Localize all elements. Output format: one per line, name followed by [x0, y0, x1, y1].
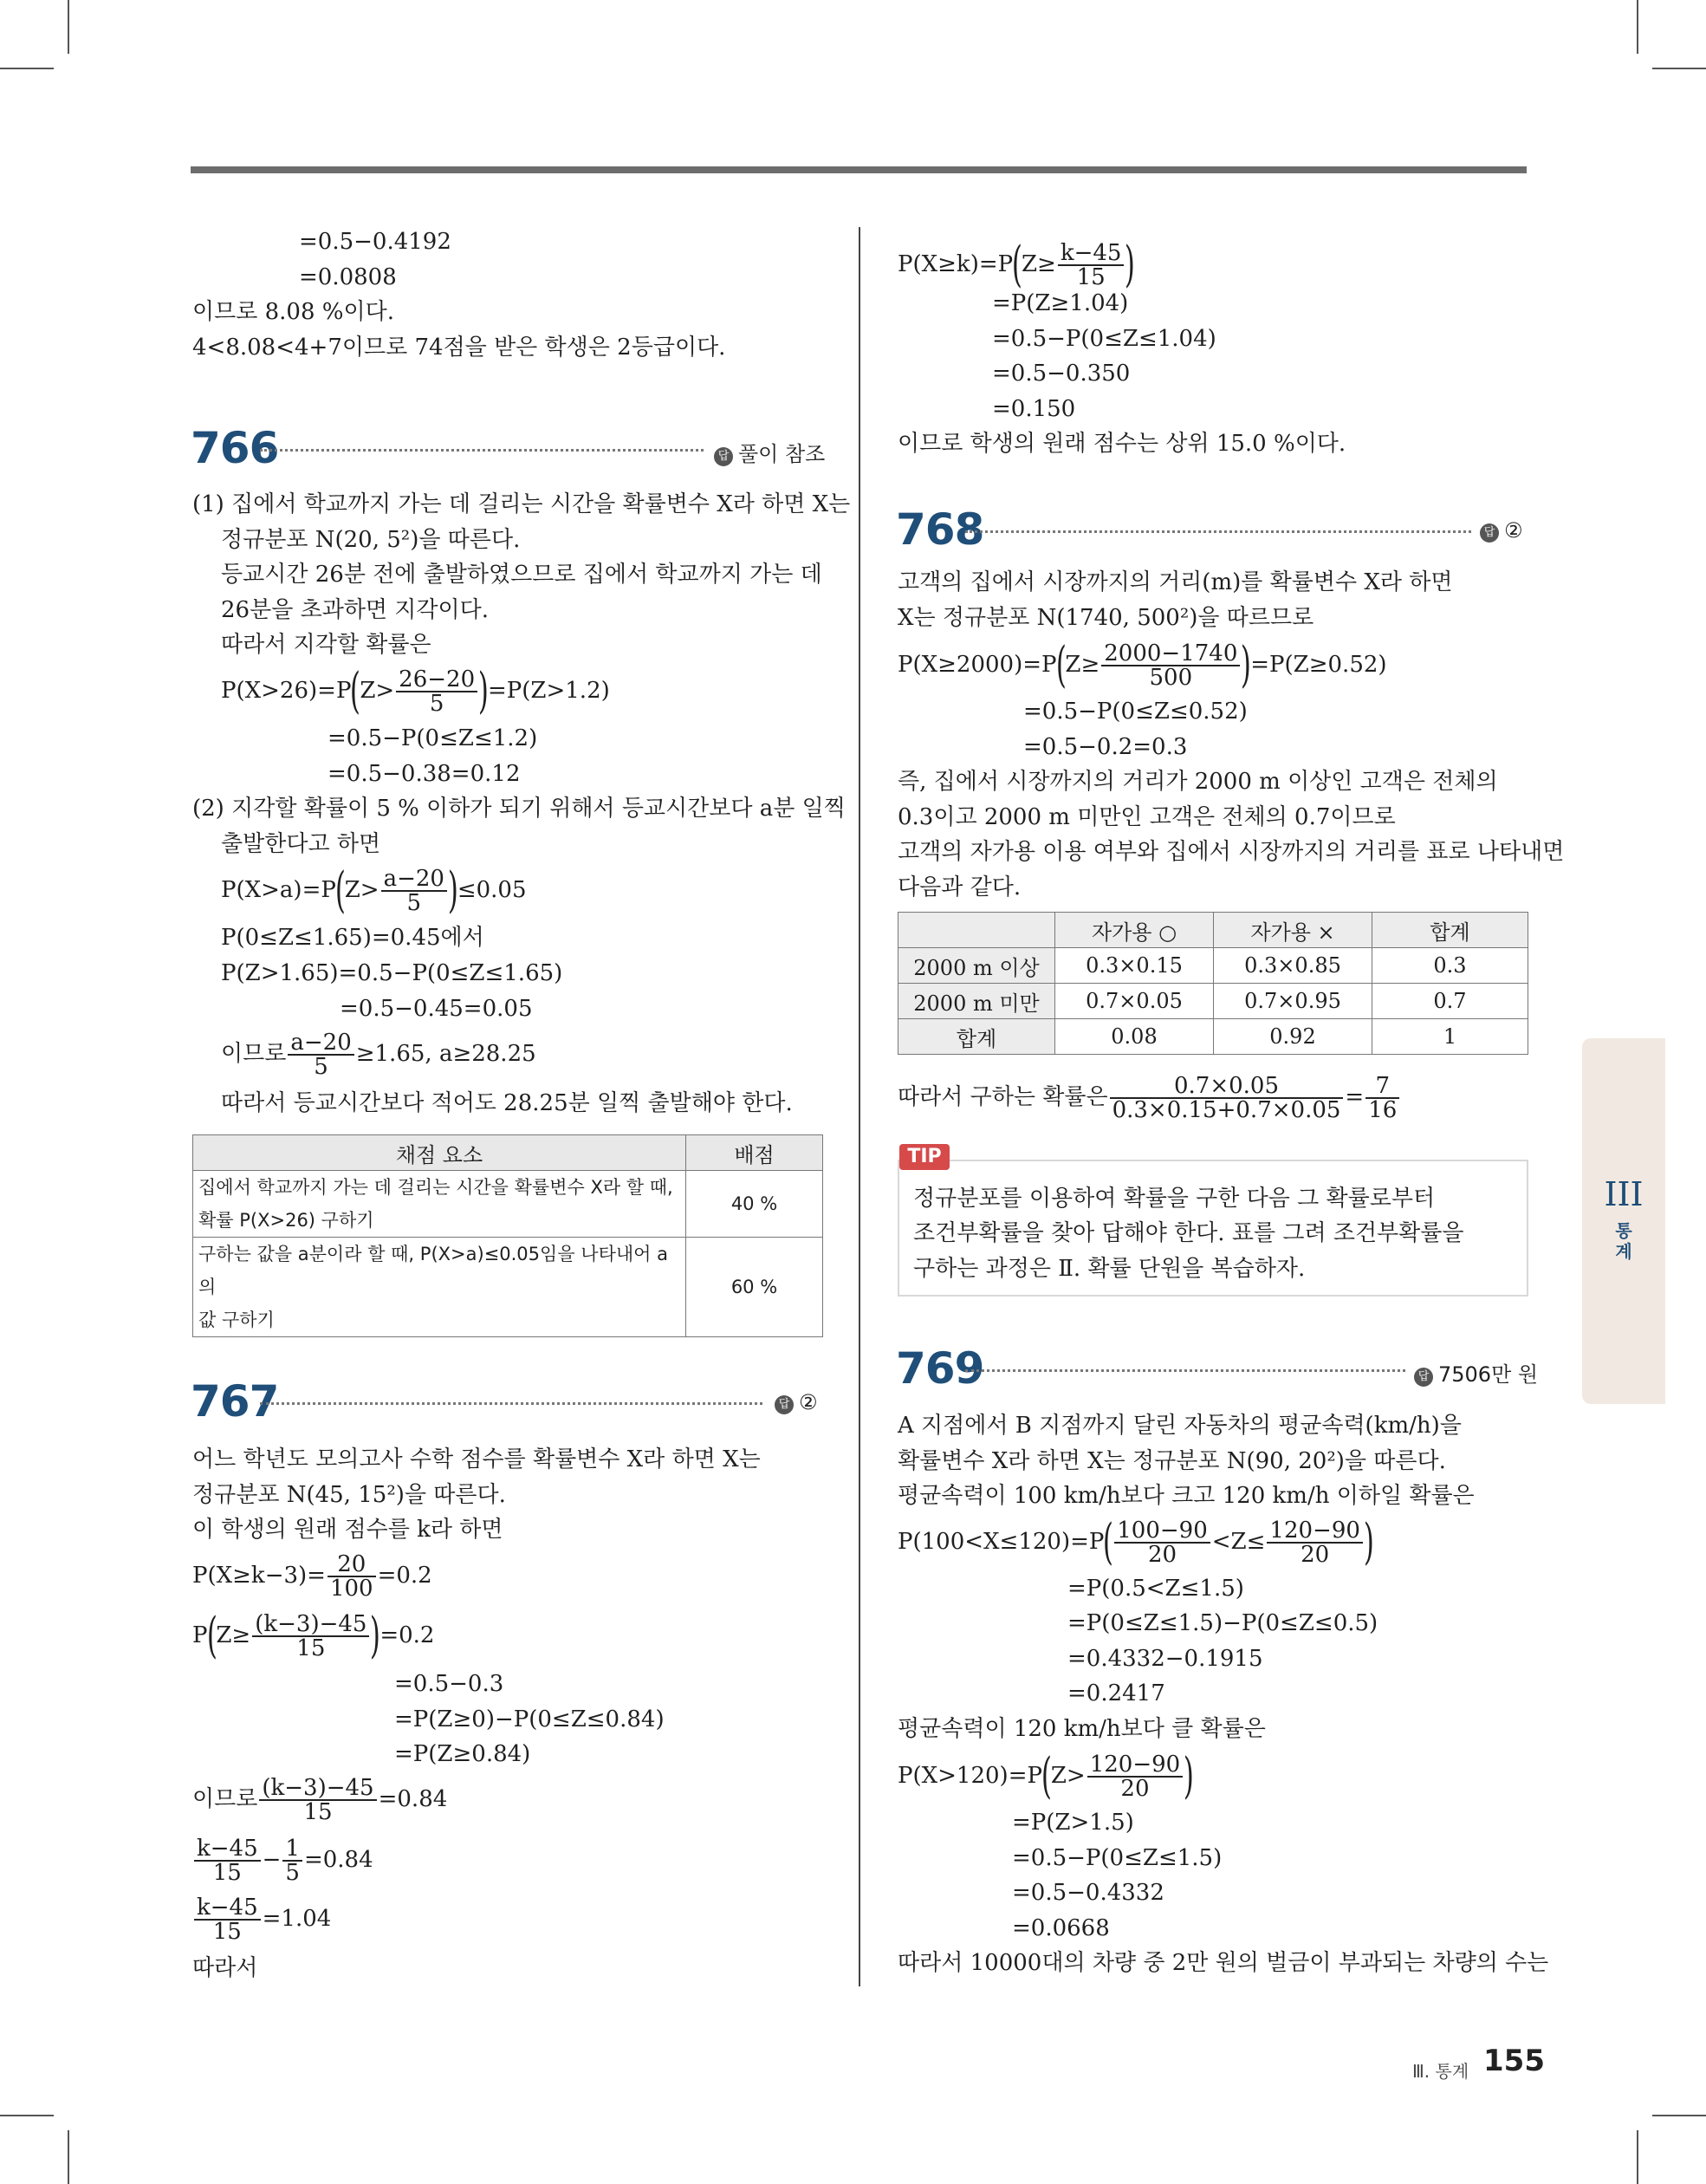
table-row	[898, 948, 1528, 984]
footer-section: Ⅲ. 통계	[1412, 2061, 1469, 2082]
text-line: =0.0808	[299, 264, 397, 290]
text-line: 평균속력이 120 km/h보다 클 확률은	[898, 1716, 1266, 1742]
answer-label	[775, 1390, 818, 1414]
text-line: =0.5−0.4192	[299, 229, 451, 255]
fraction	[1365, 1075, 1399, 1121]
answer-text: ②	[799, 1390, 818, 1414]
paren-right-icon: )	[1241, 637, 1252, 693]
numerator: 2000−1740	[1101, 642, 1240, 666]
equation-line: =0.5−0.4332	[1012, 1880, 1164, 1906]
equation	[898, 237, 1136, 293]
row-label: 합계	[898, 1019, 1055, 1055]
crop-mark	[68, 0, 69, 54]
paren-right-icon: )	[1363, 1514, 1374, 1570]
chapter-title	[1582, 1220, 1665, 1262]
numerator: 100−90	[1114, 1519, 1210, 1544]
eq-part: P(X≥2000)=P	[898, 652, 1057, 678]
table-cell	[193, 1238, 686, 1337]
fraction	[1101, 642, 1240, 689]
cell-text: 구하는 값을 a분이라 할 때, P(X>a)≤0.05임을 나타내어 a의	[198, 1244, 668, 1297]
scoring-table	[192, 1134, 823, 1337]
tip-text: 조건부확률을 찾아 답해야 한다. 표를 그려 조건부확률을	[913, 1220, 1464, 1246]
denominator: 5	[429, 691, 444, 717]
fraction	[1110, 1075, 1344, 1121]
denominator: 500	[1149, 665, 1193, 691]
paren-left-icon: (	[206, 1608, 217, 1664]
text-line: 즉, 집에서 시장까지의 거리가 2000 m 이상인 고객은 전체의	[898, 769, 1498, 795]
equation-line: P(Z>1.65)=0.5−P(0≤Z≤1.65)	[221, 960, 563, 986]
problem-number: 767	[191, 1376, 279, 1427]
denominator: 20	[1120, 1776, 1150, 1802]
numerator: 120−90	[1267, 1519, 1363, 1544]
crop-mark	[0, 68, 54, 69]
fraction	[1114, 1519, 1210, 1566]
text-line: 어느 학년도 모의고사 수학 점수를 확률변수 X라 하면 X는	[192, 1446, 761, 1472]
eq-part: −	[262, 1847, 282, 1873]
text-line: (1) 집에서 학교까지 가는 데 걸리는 시간을 확률변수 X라 하면 X는	[192, 491, 851, 517]
table-header: 합계	[1372, 913, 1528, 948]
table-cell: 1	[1372, 1019, 1528, 1055]
equation-line: P(0≤Z≤1.65)=0.45에서	[221, 925, 484, 951]
eq-part: =0.2	[377, 1563, 432, 1589]
eq-part: 따라서 구하는 확률은	[898, 1084, 1108, 1110]
answer-badge-icon: 답	[1480, 523, 1499, 543]
equation	[898, 1514, 1374, 1570]
equation	[898, 637, 1387, 693]
table-cell: 0.3×0.15	[1055, 948, 1214, 984]
header-rule	[191, 166, 1527, 173]
answer-label	[1414, 1357, 1538, 1388]
eq-part: =0.84	[303, 1847, 373, 1873]
probability-table	[898, 912, 1528, 1055]
table-cell: 0.7	[1372, 984, 1528, 1019]
table-header: 채점 요소	[193, 1135, 686, 1171]
text-line: 평균속력이 100 km/h보다 크고 120 km/h 이하일 확률은	[898, 1483, 1475, 1509]
text-line: 등교시간 26분 전에 출발하였으므로 집에서 학교까지 가는 데	[221, 562, 822, 588]
table-cell	[898, 913, 1055, 948]
table-cell: 0.3×0.85	[1214, 948, 1372, 984]
eq-part: <Z≤	[1211, 1529, 1266, 1555]
crop-mark	[1637, 0, 1638, 54]
dotted-leader	[260, 449, 704, 452]
equation-line: =P(0.5<Z≤1.5)	[1067, 1576, 1244, 1602]
eq-part: =	[1345, 1084, 1365, 1110]
eq-part: ≥1.65, a≥28.25	[355, 1041, 536, 1067]
equation-line: =P(Z≥0.84)	[394, 1741, 531, 1767]
crop-mark	[0, 2115, 54, 2116]
numerator: k−45	[1058, 242, 1125, 266]
denominator: 20	[1301, 1542, 1330, 1568]
chapter-title-char: 계	[1615, 1241, 1632, 1262]
eq-part: =P(Z≥0.52)	[1250, 652, 1387, 678]
equation-line: =P(Z>1.5)	[1012, 1810, 1134, 1836]
table-row	[193, 1171, 823, 1238]
cell-text: 집에서 학교까지 가는 데 걸리는 시간을 확률변수 X라 할 때,	[198, 1177, 673, 1198]
eq-part: 이므로	[192, 1786, 258, 1812]
equation	[898, 1075, 1401, 1121]
dotted-leader	[965, 1369, 1405, 1372]
equation-line: =0.2417	[1067, 1680, 1165, 1706]
text-line: A 지점에서 B 지점까지 달린 자동차의 평균속력(km/h)을	[898, 1413, 1462, 1439]
text-line: 출발한다고 하면	[221, 831, 381, 857]
numerator: 20	[328, 1553, 376, 1577]
equation-line: =0.5−0.45=0.05	[340, 996, 533, 1022]
eq-part: Z≥	[1065, 652, 1100, 678]
fraction	[1058, 242, 1125, 289]
denominator: 16	[1368, 1097, 1398, 1123]
chapter-title-char: 통	[1615, 1220, 1632, 1241]
text-line: 이므로 8.08 %이다.	[192, 299, 394, 325]
equation-line: =0.5−0.2=0.3	[1023, 734, 1188, 760]
crop-mark	[68, 2130, 69, 2184]
text-line: 정규분포 N(45, 15²)을 따른다.	[192, 1482, 506, 1508]
table-header: 자가용 ×	[1214, 913, 1372, 948]
eq-part: Z≥	[1021, 251, 1056, 277]
fraction	[259, 1777, 376, 1823]
table-row	[898, 1019, 1528, 1055]
row-label: 2000 m 이상	[898, 948, 1055, 984]
text-line: 따라서 지각할 확률은	[221, 632, 431, 658]
fraction	[381, 868, 447, 914]
equation	[221, 663, 610, 719]
table-row	[898, 913, 1528, 948]
text-line: 4<8.08<4+7이므로 74점을 받은 학생은 2등급이다.	[192, 335, 726, 361]
equation	[192, 1608, 435, 1664]
eq-part: P(100<X≤120)=P	[898, 1529, 1105, 1555]
eq-part: =1.04	[262, 1906, 332, 1932]
numerator: 120−90	[1087, 1753, 1184, 1778]
equation-line: =0.5−P(0≤Z≤1.5)	[1012, 1845, 1223, 1871]
paren-left-icon: (	[1055, 637, 1067, 693]
fraction	[194, 1896, 261, 1943]
equation-line: =0.5−P(0≤Z≤1.2)	[328, 725, 538, 751]
text-line: 고객의 집에서 시장까지의 거리(m)를 확률변수 X라 하면	[898, 569, 1453, 595]
text-line: 정규분포 N(20, 5²)을 따른다.	[221, 527, 521, 553]
table-cell	[193, 1171, 686, 1238]
fraction	[252, 1613, 369, 1660]
eq-part: P(X>120)=P	[898, 1763, 1042, 1789]
column-divider	[859, 227, 860, 1986]
equation-line: =P(Z≥1.04)	[992, 290, 1129, 316]
text-line: 0.3이고 2000 m 미만인 고객은 전체의 0.7이므로	[898, 804, 1396, 830]
text-line: 이므로 학생의 원래 점수는 상위 15.0 %이다.	[898, 431, 1346, 457]
paren-left-icon: (	[1103, 1514, 1114, 1570]
answer-badge-icon: 답	[1414, 1368, 1433, 1387]
equation	[221, 1031, 536, 1078]
tip-text: 구하는 과정은 Ⅱ. 확률 단원을 복습하자.	[913, 1256, 1306, 1282]
paren-right-icon: )	[447, 862, 458, 919]
table-header: 자가용 ○	[1055, 913, 1214, 948]
eq-part: P(X>26)=P	[221, 678, 352, 704]
text-line: 이 학생의 원래 점수를 k라 하면	[192, 1517, 503, 1543]
dotted-leader	[965, 530, 1471, 533]
table-header: 배점	[686, 1135, 823, 1171]
numerator: 1	[282, 1837, 302, 1862]
table-cell: 0.7×0.05	[1055, 984, 1214, 1019]
paren-right-icon: )	[1125, 237, 1136, 293]
numerator: a−20	[288, 1031, 354, 1056]
equation-line: =P(Z≥0)−P(0≤Z≤0.84)	[394, 1706, 665, 1732]
eq-part: ≤0.05	[457, 877, 527, 903]
dotted-leader	[260, 1402, 762, 1405]
table-cell: 40 %	[686, 1171, 823, 1238]
denominator: 5	[314, 1054, 328, 1080]
problem-number: 766	[191, 423, 279, 473]
tip-text: 정규분포를 이용하여 확률을 구한 다음 그 확률로부터	[913, 1186, 1436, 1212]
eq-part: P(X>a)=P	[221, 877, 336, 903]
table-row	[898, 984, 1528, 1019]
numerator: 0.7×0.05	[1110, 1075, 1344, 1099]
equation	[898, 1748, 1195, 1804]
paren-right-icon: )	[1184, 1748, 1195, 1804]
numerator: a−20	[381, 868, 447, 892]
fraction	[328, 1553, 376, 1600]
table-cell: 0.7×0.95	[1214, 984, 1372, 1019]
fraction	[1087, 1753, 1184, 1800]
text-line: 고객의 자가용 이용 여부와 집에서 시장까지의 거리를 표로 나타내면	[898, 839, 1565, 865]
fraction	[396, 668, 477, 715]
text-line: 확률변수 X라 하면 X는 정규분포 N(90, 20²)을 따른다.	[898, 1448, 1446, 1474]
eq-part: 이므로	[221, 1041, 287, 1067]
numerator: k−45	[194, 1837, 261, 1862]
equation-line: =0.5−0.38=0.12	[328, 761, 521, 787]
equation-line: =0.0668	[1012, 1915, 1110, 1941]
equation-line: =0.4332−0.1915	[1067, 1646, 1263, 1672]
text-line: X는 정규분포 N(1740, 500²)을 따르므로	[898, 605, 1314, 631]
problem-number: 768	[896, 504, 984, 555]
cell-text: 값 구하기	[198, 1310, 275, 1330]
table-cell: 0.3	[1372, 948, 1528, 984]
eq-part: Z>	[344, 877, 379, 903]
equation-line: =0.150	[992, 396, 1076, 422]
table-cell: 0.08	[1055, 1019, 1214, 1055]
equation-line: =0.5−0.3	[394, 1671, 504, 1697]
cell-text: 확률 P(X>26) 구하기	[198, 1210, 374, 1231]
answer-text: 7506만 원	[1438, 1362, 1539, 1387]
eq-part: =P(Z>1.2)	[487, 678, 610, 704]
numerator: (k−3)−45	[252, 1613, 369, 1637]
fraction	[194, 1837, 261, 1884]
equation-line: =P(0≤Z≤1.5)−P(0≤Z≤0.5)	[1067, 1610, 1378, 1636]
crop-mark	[1652, 68, 1706, 69]
eq-part: P	[192, 1622, 208, 1648]
crop-mark	[1637, 2130, 1638, 2184]
problem-number: 769	[896, 1343, 984, 1394]
text-line: 따라서 등교시간보다 적어도 28.25분 일찍 출발해야 한다.	[221, 1090, 793, 1116]
answer-text: 풀이 참조	[738, 442, 826, 466]
eq-part: P(X≥k)=P	[898, 251, 1014, 277]
text-line: 따라서	[192, 1955, 258, 1981]
paren-left-icon: (	[350, 663, 361, 719]
denominator: 15	[1076, 264, 1106, 290]
text-line: 다음과 같다.	[898, 874, 1022, 900]
paren-left-icon: (	[1012, 237, 1023, 293]
equation	[192, 1896, 331, 1943]
eq-part: =0.84	[378, 1786, 448, 1812]
fraction	[282, 1837, 302, 1884]
equation	[221, 862, 527, 919]
text-line: (2) 지각할 확률이 5 % 이하가 되기 위해서 등교시간보다 a분 일찍	[192, 796, 846, 822]
paren-right-icon: )	[478, 663, 490, 719]
numerator: 26−20	[396, 668, 477, 692]
denominator: 15	[303, 1799, 333, 1825]
row-label: 2000 m 미만	[898, 984, 1055, 1019]
eq-part: Z≥	[216, 1622, 251, 1648]
eq-part: Z>	[360, 678, 395, 704]
equation-line: =0.5−0.350	[992, 361, 1131, 387]
numerator: (k−3)−45	[259, 1777, 376, 1801]
denominator: 15	[212, 1860, 242, 1886]
equation	[192, 1553, 432, 1600]
page-number: 155	[1483, 2044, 1545, 2078]
answer-badge-icon: 답	[775, 1395, 794, 1414]
text-line: 26분을 초과하면 지각이다.	[221, 597, 490, 623]
table-cell: 0.92	[1214, 1019, 1372, 1055]
denominator: 15	[212, 1919, 242, 1945]
numerator: 7	[1365, 1075, 1399, 1099]
denominator: 5	[406, 890, 422, 916]
equation-line: =0.5−P(0≤Z≤1.04)	[992, 326, 1216, 352]
paren-left-icon: (	[1041, 1748, 1052, 1804]
eq-part: P(X≥k−3)=	[192, 1563, 326, 1589]
fraction	[1267, 1519, 1363, 1566]
denominator: 0.3×0.15+0.7×0.05	[1112, 1097, 1341, 1123]
paren-right-icon: )	[370, 1608, 381, 1664]
denominator: 5	[285, 1860, 300, 1886]
fraction	[288, 1031, 354, 1078]
crop-mark	[1652, 2115, 1706, 2116]
numerator: k−45	[194, 1896, 261, 1921]
chapter-number: III	[1604, 1175, 1644, 1213]
answer-text: ②	[1504, 518, 1523, 543]
answer-label	[1480, 518, 1523, 543]
denominator: 100	[329, 1576, 373, 1602]
answer-label	[714, 437, 825, 467]
equation	[192, 1777, 447, 1823]
equation	[192, 1837, 373, 1884]
table-cell: 60 %	[686, 1238, 823, 1337]
text-line: 따라서 10000대의 차량 중 2만 원의 벌금이 부과되는 차량의 수는	[898, 1950, 1549, 1976]
paren-left-icon: (	[334, 862, 346, 919]
eq-part: Z>	[1050, 1763, 1086, 1789]
table-row	[193, 1238, 823, 1337]
equation-line: =0.5−P(0≤Z≤0.52)	[1023, 699, 1248, 725]
answer-badge-icon: 답	[714, 447, 733, 466]
tip-label: TIP	[899, 1144, 950, 1170]
denominator: 20	[1147, 1542, 1177, 1568]
denominator: 15	[296, 1635, 326, 1661]
eq-part: =0.2	[379, 1622, 435, 1648]
